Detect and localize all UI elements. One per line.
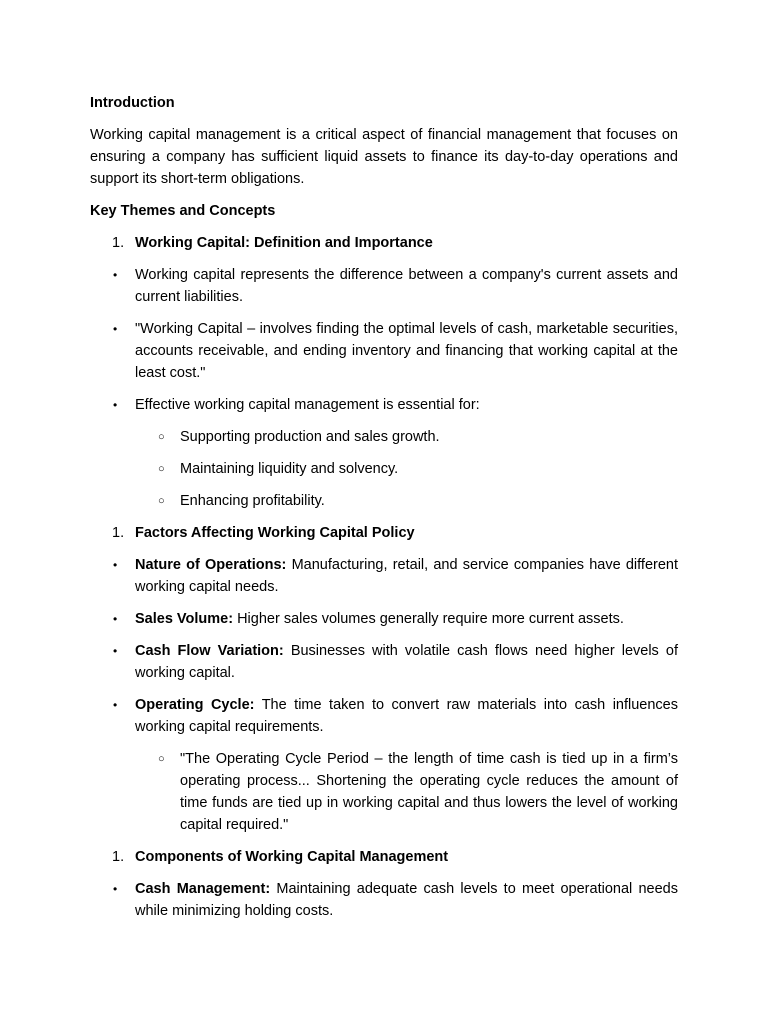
bullet-marker: •: [113, 558, 118, 572]
sub-list-item-text: "The Operating Cycle Period – the length of time cash is tied up in a firm’s operating process... Shortening the operating cycle reduces the amount of time funds are tied up in working capital and thus lowers the level of working capital required.": [180, 751, 678, 833]
sub-list-item-text: Maintaining liquidity and solvency.: [180, 461, 399, 477]
list-item-text: The time taken to convert raw materials into cash influences working capital requirements.: [135, 697, 678, 735]
intro-paragraph: Working capital management is a critical aspect of financial management that focuses on ensuring a company has sufficient liquid assets to finance its day-to-day operations and support its short-term obligations.: [90, 127, 678, 187]
list-item: [90, 264, 678, 308]
list-item-text: Effective working capital management is essential for:: [135, 397, 480, 413]
sub-list-item-text: Enhancing profitability.: [180, 493, 325, 509]
bullet-marker: •: [113, 398, 118, 412]
bullet-marker: •: [113, 268, 118, 282]
list-item: [90, 554, 678, 598]
section-components-title: [90, 846, 678, 868]
bullet-marker: •: [113, 322, 118, 336]
circle-bullet-icon: ○: [158, 431, 165, 443]
list-item-text: Higher sales volumes generally require more current assets.: [233, 611, 624, 627]
intro-heading: Introduction: [90, 95, 175, 111]
sub-list-item: [90, 458, 678, 480]
section-title-text: Factors Affecting Working Capital Policy: [135, 525, 415, 541]
list-item: [90, 694, 678, 738]
list-item-text: Working capital represents the difference between a company's current assets and current liabilities.: [135, 267, 678, 305]
sub-list-item-text: Supporting production and sales growth.: [180, 429, 440, 445]
list-item-text: Manufacturing, retail, and service companies have different working capital needs.: [135, 557, 678, 595]
list-item-label: Cash Management:: [135, 881, 271, 897]
list-number: 1.: [112, 235, 125, 251]
list-item: [90, 608, 678, 630]
circle-bullet-icon: ○: [158, 463, 165, 475]
document-content: [90, 92, 678, 932]
list-item-text: Maintaining adequate cash levels to meet operational needs while minimizing holding costs.: [135, 881, 678, 919]
list-item-label: Sales Volume:: [135, 611, 234, 627]
list-item: [90, 878, 678, 922]
list-item: [90, 640, 678, 684]
section-title-text: Working Capital: Definition and Importance: [135, 235, 433, 251]
themes-heading: Key Themes and Concepts: [90, 203, 276, 219]
list-item: [90, 394, 678, 416]
bullet-marker: •: [113, 698, 118, 712]
bullet-marker: •: [113, 882, 118, 896]
sub-list-item: [90, 490, 678, 512]
list-item-text: Businesses with volatile cash flows need higher levels of working capital.: [135, 643, 678, 681]
section-title-text: Components of Working Capital Management: [135, 849, 449, 865]
list-item-label: Nature of Operations:: [135, 557, 287, 573]
circle-bullet-icon: ○: [158, 495, 165, 507]
circle-bullet-icon: ○: [158, 753, 165, 765]
list-item-label: Operating Cycle:: [135, 697, 255, 713]
bullet-marker: •: [113, 612, 118, 626]
list-item-label: Cash Flow Variation:: [135, 643, 284, 659]
section-factors-title: [90, 522, 678, 544]
list-item-text: "Working Capital – involves finding the optimal levels of cash, marketable securities, accounts receivable, and ending inventory and financing that working capital at the least cost.": [135, 321, 678, 381]
sub-list-item: [90, 426, 678, 448]
list-number: 1.: [112, 525, 125, 541]
bullet-marker: •: [113, 644, 118, 658]
sub-list-item: [90, 748, 678, 836]
list-item: [90, 318, 678, 384]
section-definition-title: [90, 232, 678, 254]
list-number: 1.: [112, 849, 125, 865]
